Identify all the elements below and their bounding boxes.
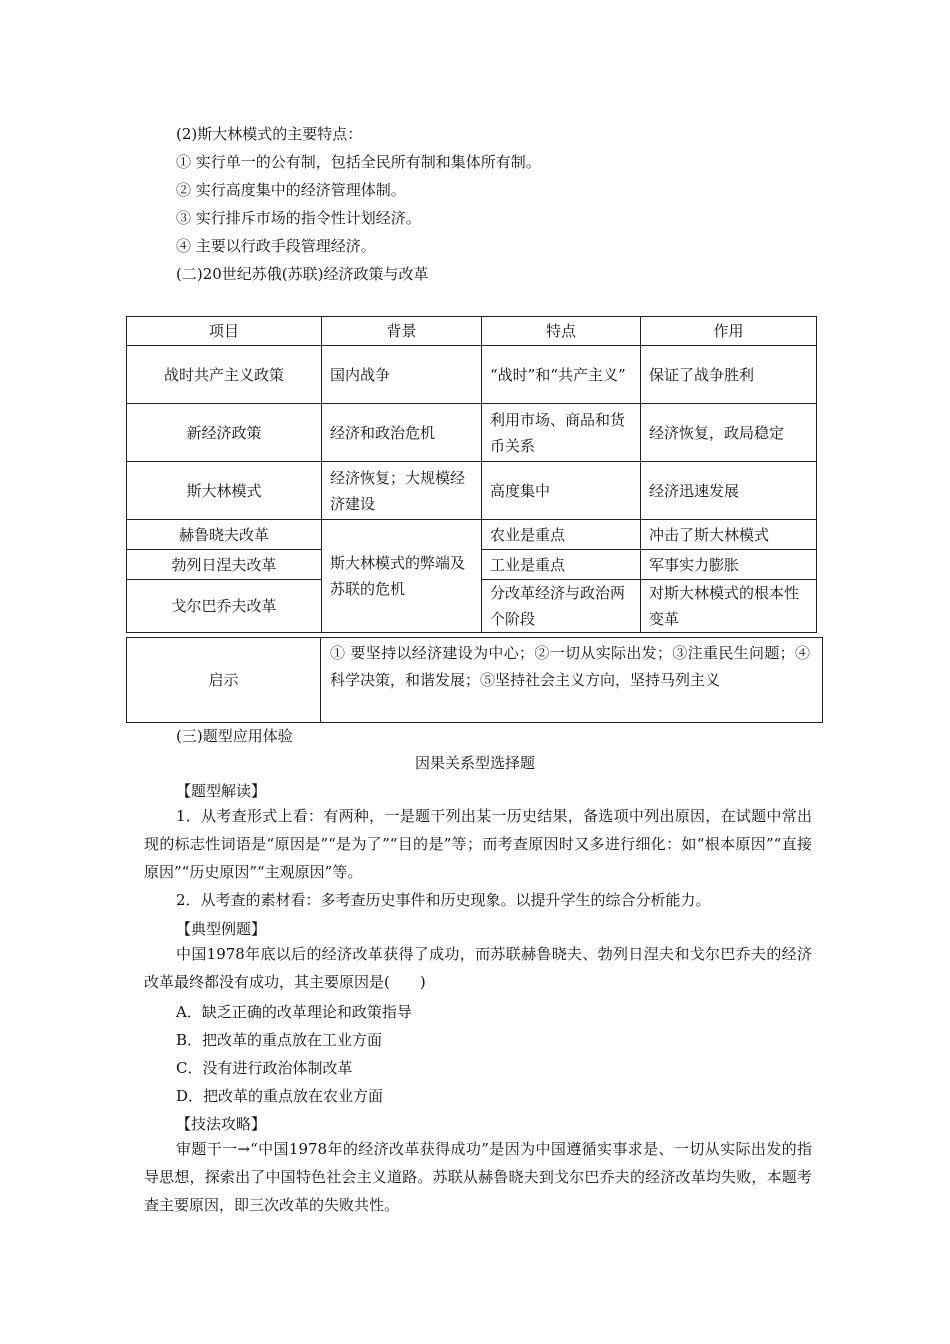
cell-effect: 对斯大林模式的根本性变革 (641, 580, 817, 633)
cell-item: 赫鲁晓夫改革 (127, 520, 322, 550)
insight-label: 启示 (208, 671, 239, 689)
strategy-paragraph (144, 1135, 812, 1219)
header-background: 背景 (322, 317, 482, 346)
table-row (127, 520, 817, 550)
cell-feature: 工业是重点 (482, 550, 641, 580)
feature-item-2: ② 实行高度集中的经济管理体制。 (176, 181, 406, 199)
part-title: (三)题型应用体验 (176, 727, 293, 745)
section-heading: (2)斯大林模式的主要特点： (176, 125, 363, 143)
header-item: 项目 (127, 317, 322, 346)
cell-feature: 高度集中 (482, 462, 641, 520)
insight-divider (320, 637, 321, 723)
option-b: B．把改革的重点放在工业方面 (176, 1031, 383, 1049)
table-header-row (127, 317, 817, 346)
cell-background: 经济和政治危机 (322, 404, 482, 462)
interpret-paragraph-2: 2．从考查的素材看：多考查历史事件和历史现象。以提升学生的综合分析能力。 (176, 891, 711, 909)
option-a: A．缺乏正确的改革理论和政策指导 (176, 1003, 412, 1021)
cell-item: 戈尔巴乔夫改革 (127, 580, 322, 633)
cell-feature: 利用市场、商品和货币关系 (482, 404, 641, 462)
option-d: D．把改革的重点放在农业方面 (176, 1087, 384, 1105)
feature-item-4: ④ 主要以行政手段管理经济。 (176, 237, 376, 255)
part-title: (二)20世纪苏俄(苏联)经济政策与改革 (176, 265, 429, 283)
interpret-paragraph-1: 1．从考查形式上看：有两种，一是题干列出某一历史结果，备选项中列出原因，在试题中常出现的标志性词语是“原因是”“是为了”“目的是”等；而考查原因时又多进行细化：如“根本原因”“直接原因”“历史原因”“主观原因”等。 (144, 807, 812, 881)
topic-title: 因果关系型选择题 (414, 754, 535, 772)
cell-item: 新经济政策 (127, 404, 322, 462)
interpret-heading: 【题型解读】 (176, 782, 267, 800)
header-feature: 特点 (482, 317, 641, 346)
cell-effect: 经济恢复，政局稳定 (641, 404, 817, 462)
example-question (144, 940, 812, 996)
feature-item-1: ① 实行单一的公有制，包括全民所有制和集体所有制。 (176, 153, 541, 171)
cell-background: 国内战争 (322, 346, 482, 404)
cell-feature: 农业是重点 (482, 520, 641, 550)
interpret-paragraphs (144, 802, 812, 914)
cell-background-merged: 斯大林模式的弊端及苏联的危机 (322, 520, 482, 633)
insight-text: ① 要坚持以经济建设为中心；②一切从实际出发；③注重民生问题；④科学决策，和谐发展；⑤坚持社会主义方向，坚持马列主义 (330, 644, 810, 689)
cell-effect: 冲击了斯大林模式 (641, 520, 817, 550)
cell-background: 经济恢复；大规模经济建设 (322, 462, 482, 520)
cell-feature: 分改革经济与政治两个阶段 (482, 580, 641, 633)
option-c: C．没有进行政治体制改革 (176, 1059, 353, 1077)
example-heading: 【典型例题】 (176, 920, 267, 938)
cell-item: 斯大林模式 (127, 462, 322, 520)
cell-effect: 军事实力膨胀 (641, 550, 817, 580)
cell-item: 勃列日涅夫改革 (127, 550, 322, 580)
cell-effect: 经济迅速发展 (641, 462, 817, 520)
policy-table (126, 316, 817, 633)
insight-row (126, 637, 823, 723)
question-text: 中国1978年底以后的经济改革获得了成功，而苏联赫鲁晓夫、勃列日涅夫和戈尔巴乔夫的经济改革最终都没有成功，其主要原因是( ) (144, 945, 812, 991)
table-row (127, 404, 817, 462)
cell-feature: “战时”和“共产主义” (482, 346, 641, 404)
strategy-text: 审题干一→“中国1978年的经济改革获得成功”是因为中国遵循实事求是、一切从实际出发的指导思想，探索出了中国特色社会主义道路。苏联从赫鲁晓夫到戈尔巴乔夫的经济改革均失败，本题考查主要原因，即三次改革的失败共性。 (144, 1140, 812, 1214)
table-row (127, 346, 817, 404)
header-effect: 作用 (641, 317, 817, 346)
table-row (127, 462, 817, 520)
cell-item: 战时共产主义政策 (127, 346, 322, 404)
feature-item-3: ③ 实行排斥市场的指令性计划经济。 (176, 209, 421, 227)
strategy-heading: 【技法攻略】 (176, 1115, 267, 1133)
cell-effect: 保证了战争胜利 (641, 346, 817, 404)
